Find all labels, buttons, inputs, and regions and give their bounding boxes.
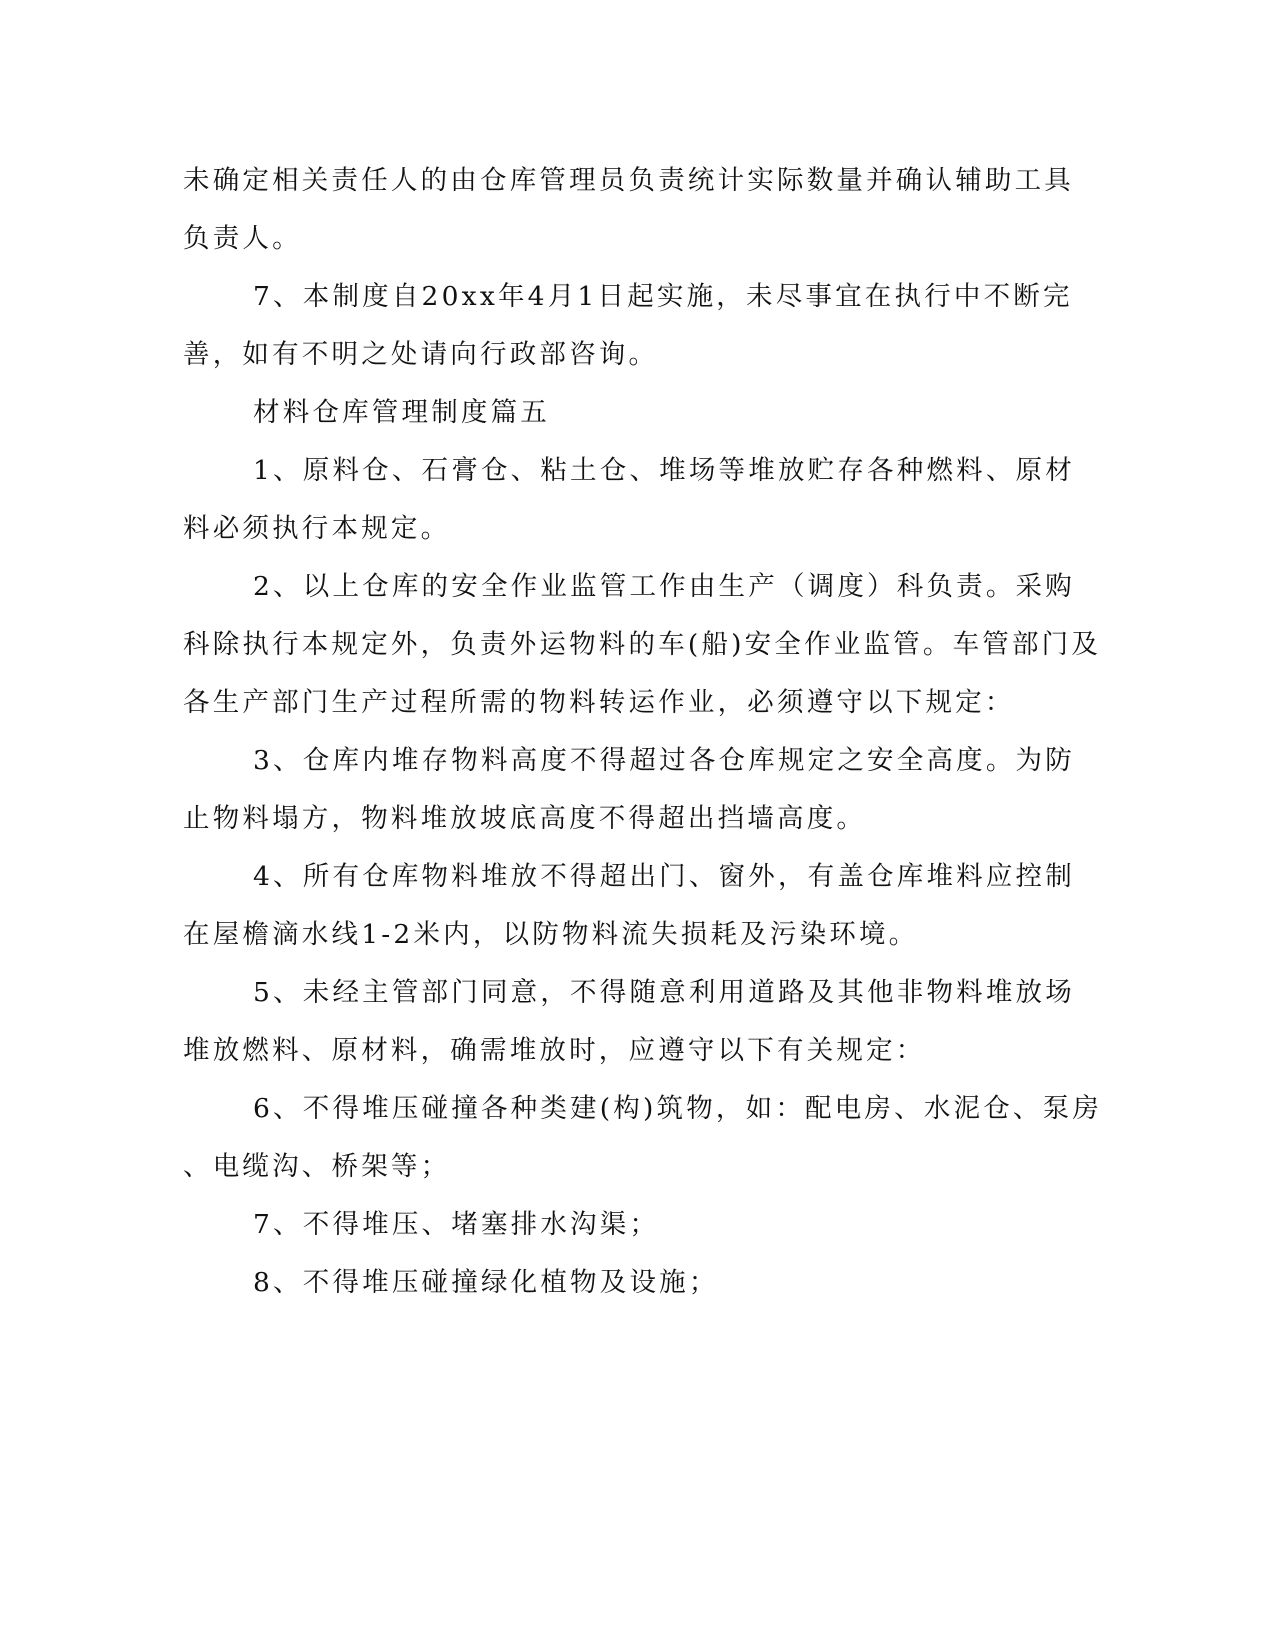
- text-line: 科除执行本规定外，负责外运物料的车(船)安全作业监管。车管部门及: [183, 629, 1102, 660]
- text-line: 2、以上仓库的安全作业监管工作由生产（调度）科负责。采购: [253, 571, 1075, 602]
- text-line: 3、仓库内堆存物料高度不得超过各仓库规定之安全高度。为防: [253, 745, 1075, 776]
- text-line: 8、不得堆压碰撞绿化植物及设施；: [253, 1267, 719, 1298]
- document-body: [183, 152, 1103, 1312]
- text-line: 堆放燃料、原材料，确需堆放时，应遵守以下有关规定：: [183, 1035, 926, 1066]
- text-line: 4、所有仓库物料堆放不得超出门、窗外，有盖仓库堆料应控制: [253, 861, 1075, 892]
- text-line: 未确定相关责任人的由仓库管理员负责统计实际数量并确认辅助工具: [183, 165, 1074, 196]
- text-line: 7、不得堆压、堵塞排水沟渠；: [253, 1209, 660, 1240]
- text-line: 、电缆沟、桥架等；: [183, 1151, 451, 1182]
- text-line: 各生产部门生产过程所需的物料转运作业，必须遵守以下规定：: [183, 687, 1015, 718]
- text-line: 5、未经主管部门同意，不得随意利用道路及其他非物料堆放场: [253, 977, 1075, 1008]
- text-line: 善，如有不明之处请向行政部咨询。: [183, 339, 659, 370]
- text-line: 7、本制度自20xx年4月1日起实施，未尽事宜在执行中不断完: [253, 281, 1073, 312]
- text-line: 在屋檐滴水线1-2米内，以防物料流失损耗及污染环境。: [183, 919, 919, 950]
- text-line: 负责人。: [183, 223, 302, 254]
- text-line: 6、不得堆压碰撞各种类建(构)筑物，如：配电房、水泥仓、泵房: [253, 1093, 1103, 1124]
- section-heading: 材料仓库管理制度篇五: [253, 397, 550, 428]
- text-line: 止物料塌方，物料堆放坡底高度不得超出挡墙高度。: [183, 803, 867, 834]
- text-line: 料必须执行本规定。: [183, 513, 451, 544]
- text-line: 1、原料仓、石膏仓、粘土仓、堆场等堆放贮存各种燃料、原材: [253, 455, 1075, 486]
